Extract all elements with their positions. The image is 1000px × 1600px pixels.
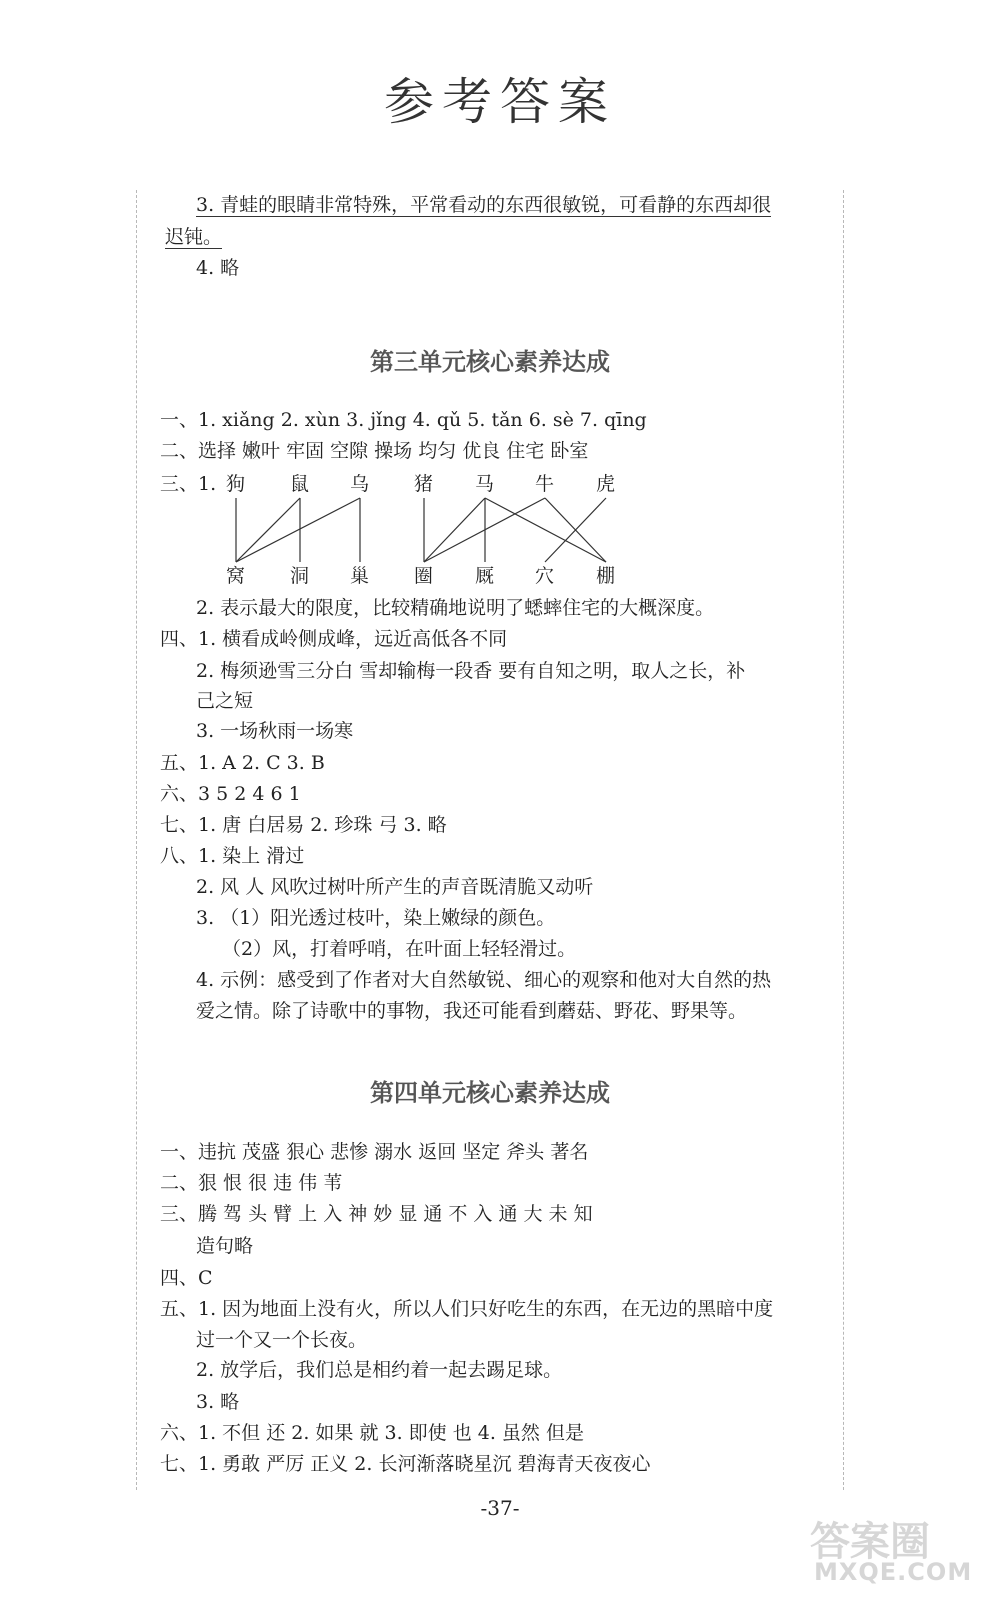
page-number: -37- [480, 1496, 520, 1520]
answer-line: 2. 梅须逊雪三分白 雪却输梅一段香 要有自知之明，取人之长，补 [196, 660, 746, 682]
home-word: 厩 [475, 565, 495, 587]
home-word: 棚 [596, 565, 616, 587]
answer-line: 3. 青蛙的眼睛非常特殊，平常看动的东西很敏锐，可看静的东西却很 [196, 194, 772, 216]
home-word: 窝 [226, 565, 246, 587]
answer-line: 六、1. 不但 还 2. 如果 就 3. 即使 也 4. 虽然 但是 [160, 1422, 584, 1444]
animal-word: 牛 [535, 473, 555, 495]
answer-line: 一、违抗 茂盛 狠心 悲惨 溺水 返回 坚定 斧头 著名 [160, 1141, 589, 1163]
answer-line: 七、1. 勇敢 严厉 正义 2. 长河渐落晓星沉 碧海青天夜夜心 [160, 1453, 651, 1475]
home-word: 洞 [290, 565, 310, 587]
match-line [485, 498, 606, 562]
watermark-logo: 答案圈 MXQE.COM [810, 1519, 973, 1586]
answer-line: 八、1. 染上 滑过 [160, 845, 305, 867]
animal-word: 马 [475, 473, 495, 495]
answer-line: 4. 示例：感受到了作者对大自然敏锐、细心的观察和他对大自然的热 [196, 969, 772, 991]
answer-line: 迟钝。 [165, 226, 223, 248]
answer-line: 六、3 5 2 4 6 1 [160, 783, 301, 805]
answer-line: 四、1. 横看成岭侧成峰，远近高低各不同 [160, 628, 508, 650]
answer-line: 2. 表示最大的限度，比较精确地说明了蟋蟀住宅的大概深度。 [196, 597, 715, 619]
answer-line: 3. 一场秋雨一场寒 [196, 720, 354, 742]
answer-line: 爱之情。除了诗歌中的事物，我还可能看到蘑菇、野花、野果等。 [196, 1000, 748, 1022]
answer-line: 过一个又一个长夜。 [196, 1329, 368, 1351]
section-heading-unit3: 第三单元核心素养达成 [370, 348, 610, 376]
answer-line: 五、1. 因为地面上没有火，所以人们只好吃生的东西，在无边的黑暗中度 [160, 1298, 774, 1320]
section-heading-unit4: 第四单元核心素养达成 [370, 1079, 610, 1107]
animal-word: 狗 [226, 473, 246, 495]
answer-line: 4. 略 [196, 257, 240, 279]
animal-word: 乌 [350, 473, 370, 495]
answer-line: 三、1. [160, 473, 217, 495]
animal-word: 虎 [596, 473, 616, 495]
answer-line: 2. 风 人 风吹过树叶所产生的声音既清脆又动听 [196, 876, 594, 898]
match-line [424, 498, 485, 562]
answer-line: 五、1. A 2. C 3. B [160, 752, 325, 774]
answer-line: 造句略 [196, 1235, 254, 1257]
answer-line: 二、选择 嫩叶 牢固 空隙 操场 均匀 优良 住宅 卧室 [160, 440, 589, 462]
answer-line: 2. 放学后，我们总是相约着一起去踢足球。 [196, 1359, 563, 1381]
animal-word: 猪 [414, 473, 434, 495]
answer-line: 3. （1）阳光透过枝叶，染上嫩绿的颜色。 [196, 907, 556, 929]
answer-line: 一、1. xiǎng 2. xùn 3. jǐng 4. qǔ 5. tǎn 6. sè 7. qīng [160, 409, 647, 431]
answer-line: 己之短 [196, 690, 254, 712]
answer-line: 3. 略 [196, 1391, 240, 1413]
answer-line: 三、腾 驾 头 臂 上 入 神 妙 显 通 不 入 通 大 未 知 [160, 1203, 593, 1225]
answer-line: 七、1. 唐 白居易 2. 珍珠 弓 3. 略 [160, 814, 447, 836]
home-word: 穴 [535, 565, 555, 587]
answer-line: 四、C [160, 1267, 213, 1289]
home-word: 圈 [414, 565, 434, 587]
answer-line: 二、狠 恨 很 违 伟 苇 [160, 1172, 343, 1194]
page-title: 参考答案 [384, 73, 616, 131]
home-word: 巢 [350, 565, 370, 587]
match-line [236, 498, 300, 562]
animal-word: 鼠 [290, 473, 310, 495]
match-line [236, 498, 360, 562]
answer-line: （2）风，打着呼哨，在叶面上轻轻滑过。 [222, 938, 577, 960]
